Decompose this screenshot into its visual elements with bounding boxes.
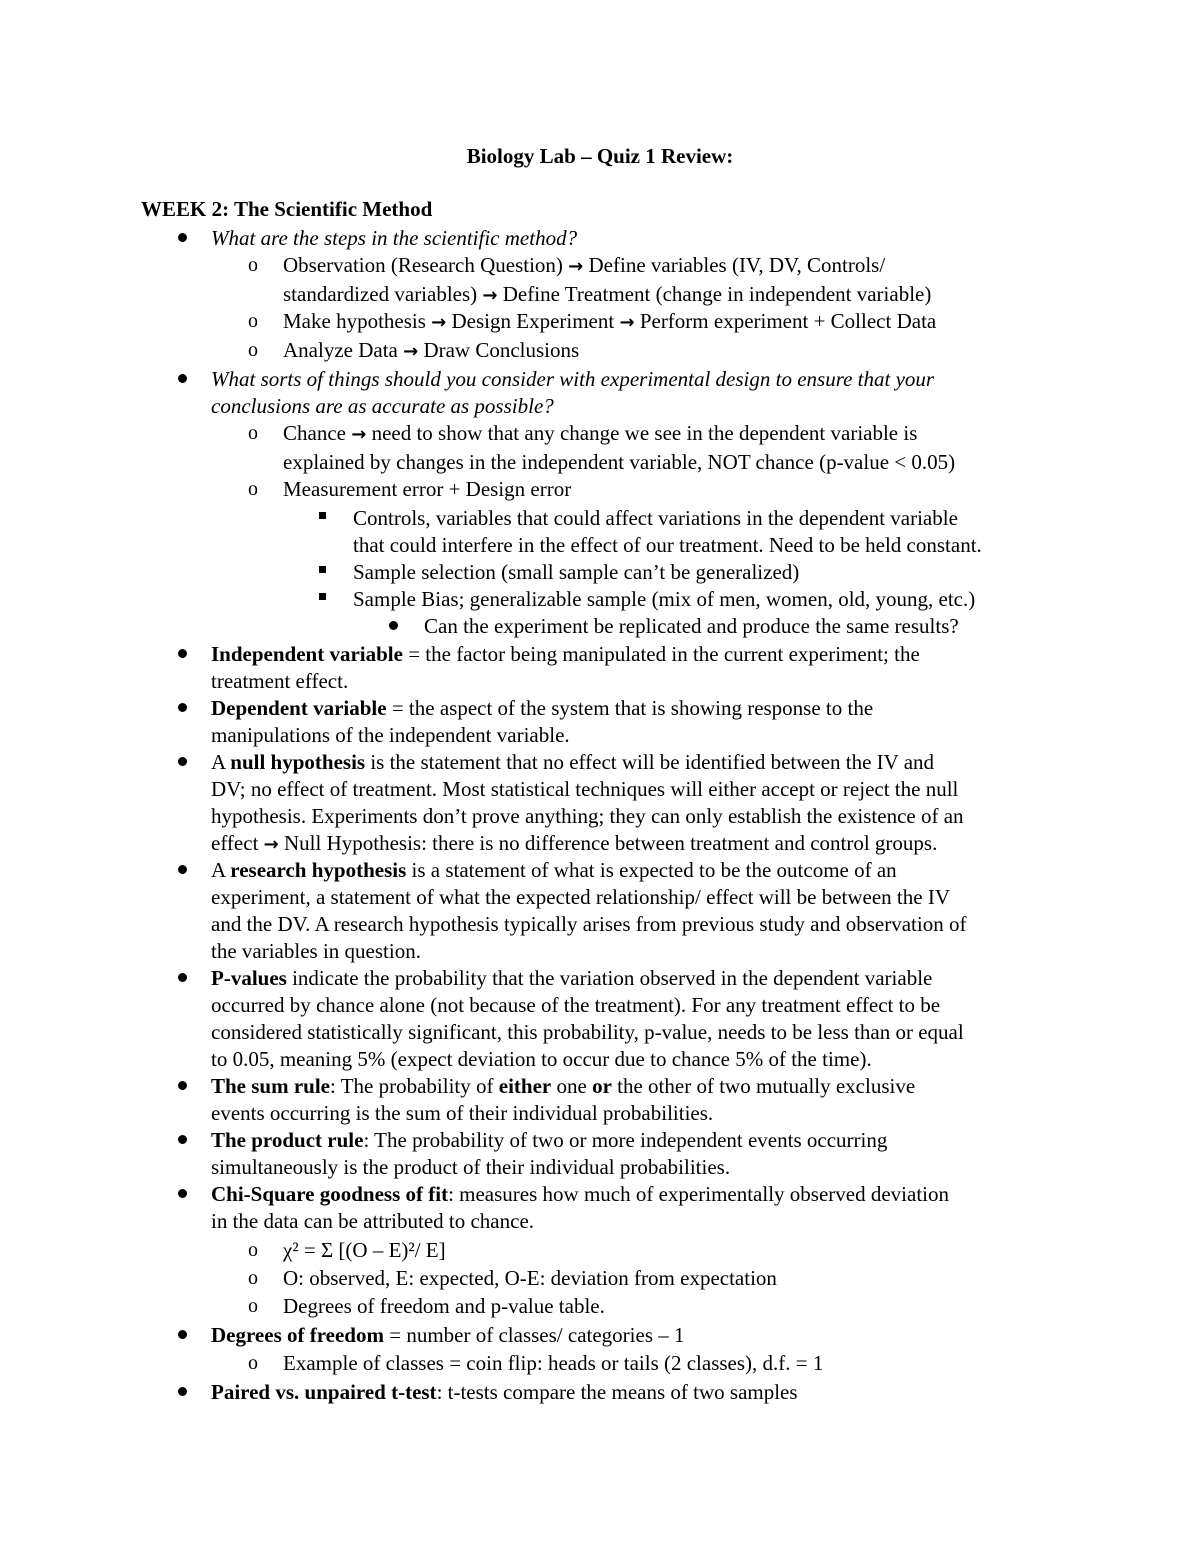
definition-sum-rule: The sum rule: The probability of either one or the other of two mutually exclusive <box>211 1074 916 1098</box>
sub-item-cont: that could interfere in the effect of our treatment. Need to be held constant. <box>353 533 982 557</box>
definition-t-test: Paired vs. unpaired t-test: t-tests compare the means of two samples <box>211 1380 798 1404</box>
bullet <box>178 703 187 712</box>
definition-cont: the variables in question. <box>211 939 421 963</box>
definition-iv: Independent variable = the factor being manipulated in the current experiment; the <box>211 642 920 666</box>
bullet <box>389 621 398 630</box>
list-item: Chance → need to show that any change we see in the dependent variable is <box>283 421 918 445</box>
sub-item: Sample Bias; generalizable sample (mix of men, women, old, young, etc.) <box>353 587 976 611</box>
arrow-icon: → <box>351 424 367 445</box>
definition-chi-square: Chi-Square goodness of fit: measures how much of experimentally observed deviation <box>211 1182 949 1206</box>
arrow-icon: → <box>568 256 584 277</box>
bullet <box>178 865 187 874</box>
square-bullet <box>319 593 326 600</box>
bullet <box>178 1135 187 1144</box>
definition-iv-cont: treatment effect. <box>211 669 349 693</box>
definition-cont: simultaneously is the product of their individual probabilities. <box>211 1155 731 1179</box>
hollow-bullet: o <box>248 310 258 332</box>
definition-degrees-of-freedom: Degrees of freedom = number of classes/ categories – 1 <box>211 1323 685 1347</box>
question-design: What sorts of things should you consider with experimental design to ensure that your <box>211 367 935 391</box>
square-bullet <box>319 512 326 519</box>
definition-cont: considered statistically significant, this probability, p-value, needs to be less than or equal <box>211 1020 964 1044</box>
hollow-bullet: o <box>248 1239 258 1261</box>
arrow-icon: → <box>619 312 635 333</box>
definition-cont: to 0.05, meaning 5% (expect deviation to occur due to chance 5% of the time). <box>211 1047 872 1071</box>
bullet <box>178 1081 187 1090</box>
sub-sub-item: Can the experiment be replicated and produce the same results? <box>424 614 959 638</box>
definition-cont: and the DV. A research hypothesis typically arises from previous study and observation of <box>211 912 967 936</box>
bullet <box>178 1189 187 1198</box>
definition-research-hypothesis: A research hypothesis is a statement of what is expected to be the outcome of an <box>211 858 897 882</box>
bullet <box>178 973 187 982</box>
hollow-bullet: o <box>248 1267 258 1289</box>
hollow-bullet: o <box>248 254 258 276</box>
arrow-icon: → <box>431 312 447 333</box>
hollow-bullet: o <box>248 1295 258 1317</box>
definition-cont: hypothesis. Experiments don’t prove anything; they can only establish the existence of an <box>211 804 964 828</box>
definition-dv: Dependent variable = the aspect of the system that is showing response to the <box>211 696 874 720</box>
sub-item: Sample selection (small sample can’t be generalized) <box>353 560 800 584</box>
list-item-cont: standardized variables) → Define Treatment (change in independent variable) <box>283 282 932 306</box>
hollow-bullet: o <box>248 339 258 361</box>
definition-cont: occurred by chance alone (not because of the treatment). For any treatment effect to be <box>211 993 941 1017</box>
definition-cont: experiment, a statement of what the expected relationship/ effect will be between the IV <box>211 885 950 909</box>
bullet <box>178 233 187 242</box>
bullet <box>178 757 187 766</box>
bullet <box>178 374 187 383</box>
definition-null-hypothesis: A null hypothesis is the statement that no effect will be identified between the IV and <box>211 750 935 774</box>
definition-product-rule: The product rule: The probability of two or more independent events occurring <box>211 1128 888 1152</box>
section-heading: WEEK 2: The Scientific Method <box>141 197 433 221</box>
sub-item: Controls, variables that could affect variations in the dependent variable <box>353 506 958 530</box>
definition-cont: DV; no effect of treatment. Most statistical techniques will either accept or reject the null <box>211 777 959 801</box>
list-item: Measurement error + Design error <box>283 477 572 501</box>
question-steps: What are the steps in the scientific method? <box>211 226 578 250</box>
definition-cont: effect → Null Hypothesis: there is no difference between treatment and control groups. <box>211 831 938 855</box>
definition-dv-cont: manipulations of the independent variable. <box>211 723 570 747</box>
hollow-bullet: o <box>248 478 258 500</box>
hollow-bullet: o <box>248 1352 258 1374</box>
definition-p-values: P-values indicate the probability that the variation observed in the dependent variable <box>211 966 933 990</box>
bullet <box>178 649 187 658</box>
list-item: Degrees of freedom and p-value table. <box>283 1294 605 1318</box>
square-bullet <box>319 566 326 573</box>
list-item-cont: explained by changes in the independent variable, NOT chance (p-value < 0.05) <box>283 450 956 474</box>
question-design-cont: conclusions are as accurate as possible? <box>211 394 554 418</box>
list-item: Example of classes = coin flip: heads or tails (2 classes), d.f. = 1 <box>283 1351 824 1375</box>
list-item: Make hypothesis → Design Experiment → Perform experiment + Collect Data <box>283 309 937 333</box>
page-title: Biology Lab – Quiz 1 Review: <box>466 144 734 168</box>
arrow-icon: → <box>403 341 419 362</box>
bullet <box>178 1330 187 1339</box>
hollow-bullet: o <box>248 422 258 444</box>
arrow-icon: → <box>482 285 498 306</box>
arrow-icon: → <box>263 834 279 855</box>
bullet <box>178 1387 187 1396</box>
definition-cont: in the data can be attributed to chance. <box>211 1209 535 1233</box>
list-item: Observation (Research Question) → Define variables (IV, DV, Controls/ <box>283 253 886 277</box>
definition-cont: events occurring is the sum of their individual probabilities. <box>211 1101 714 1125</box>
chi-square-formula: χ² = Σ [(O – E)²/ E] <box>283 1238 446 1262</box>
list-item: Analyze Data → Draw Conclusions <box>283 338 580 362</box>
list-item: O: observed, E: expected, O-E: deviation from expectation <box>283 1266 777 1290</box>
